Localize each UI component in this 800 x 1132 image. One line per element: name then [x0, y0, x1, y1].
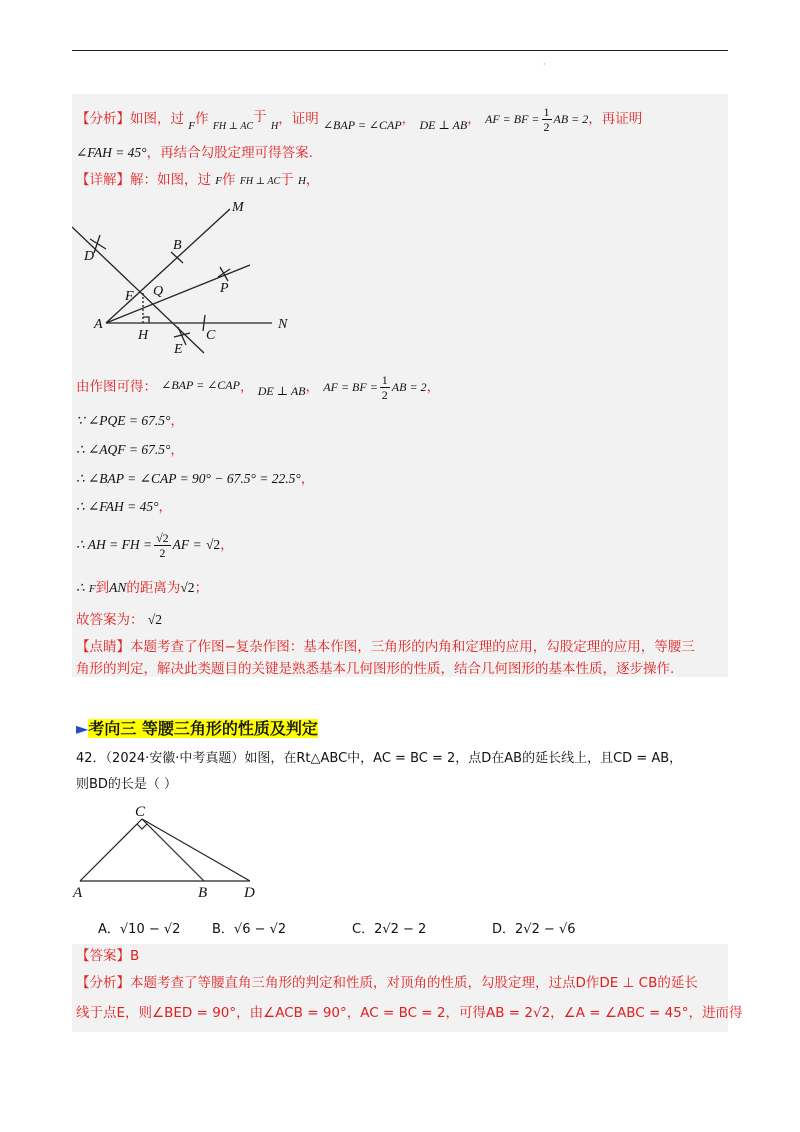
option-d[interactable]: D．2√2 − √6	[492, 922, 576, 937]
ray-am	[106, 209, 230, 323]
analysis2-text: 线于点E，则∠BED = 90°，由∠ACB = 90°，AC = BC = 2，可得AB = 2√2，∠A = ∠ABC = 45°，进而得	[76, 1005, 743, 1021]
fh-perp-ac: FH ⊥ AC	[212, 121, 254, 132]
step-ah-fh: ∴ AH = FH =	[76, 537, 153, 552]
question-line-1: 42．（2024·安徽·中考真题）如图，在Rt△ABC中，AC = BC = 2，点D在AB的延长线上，且CD = AB，	[76, 751, 683, 766]
solution-comma: ，	[426, 379, 441, 395]
triangle-figure-svg	[72, 800, 272, 903]
analysis-line-1: 【分析】如图，过 $_F$作 $_{FH \perp AC}$于 $_H$，证明 ∠BAP = ∠CAP， DE ⊥ AB， AF = BF = $\frac{1}{2}$ AB = 2，再证明	[76, 104, 643, 134]
label-d: D	[244, 885, 255, 901]
solution-line-3: ∴ ∠AQF = 67.5°，	[76, 442, 184, 458]
section-title: 考向三 等腰三角形的性质及判定	[88, 719, 318, 738]
option-b[interactable]: B．√6 − √2	[212, 922, 287, 937]
analysis2-text: 本题考查了等腰直角三角形的判定和性质，对顶角的性质，勾股定理，过点D作DE ⊥ CB的延长	[130, 975, 698, 991]
solution-line-4: ∴ ∠BAP = ∠CAP = 90° − 67.5° = 22.5°，	[76, 471, 315, 487]
ab-eq: AB = 2	[391, 380, 427, 394]
fraction-half: $\frac{1}{2}$	[543, 104, 550, 134]
analysis-text: ，证明	[278, 111, 319, 127]
solution-line-6: ∴ AH = FH = $\frac{√2}{2}$ AF = √2，	[76, 531, 234, 560]
label-a: A	[73, 885, 83, 901]
analysis-line-2	[76, 143, 313, 163]
distance-value: √2	[180, 580, 195, 595]
section-heading	[76, 716, 318, 739]
option-c[interactable]: C．2√2 − 2	[352, 922, 427, 937]
step-bap: ∴ ∠BAP = ∠CAP = 90° − 67.5° = 22.5°	[76, 471, 301, 486]
label-f: F	[125, 289, 134, 304]
line-an: AN	[109, 580, 127, 595]
fah-45: ∠FAH = 45°	[76, 145, 147, 160]
analysis-text: ，再结合勾股定理可得答案.	[146, 145, 313, 161]
af-eq: AF = BF =	[323, 380, 378, 394]
detail-text: 解：如图，过	[130, 172, 211, 188]
analysis-text: ，再证明	[588, 111, 643, 127]
triangle-arrow-icon: ►	[76, 719, 89, 738]
step-aqf: ∴ ∠AQF = 67.5°	[76, 442, 171, 457]
segment-cd	[142, 819, 250, 881]
label-p: P	[220, 281, 229, 296]
analysis2-line-2	[76, 1003, 743, 1023]
comment-label: 【点睛】	[76, 639, 130, 655]
detail-label: 【详解】	[76, 172, 130, 188]
fh-perp-ac: FH ⊥ AC	[239, 176, 281, 187]
solution-line-2: ∵ ∠PQE = 67.5°，	[76, 413, 184, 429]
solution-line-5: ∴ ∠FAH = 45°，	[76, 499, 173, 515]
solution-text: 由作图可得：	[76, 379, 157, 395]
angle-eq: ∠BAP = ∠CAP	[323, 118, 402, 132]
label-m: M	[232, 200, 244, 215]
triangle-figure	[72, 800, 272, 903]
analysis2-label: 【分析】	[76, 975, 130, 991]
point-h: H	[297, 175, 306, 187]
ab-eq: AB = 2	[553, 112, 589, 126]
solution-line-1: 由作图可得： ∠BAP = ∠CAP， DE ⊥ AB， AF = BF = $\frac{1}{2}$ AB = 2，	[76, 372, 441, 402]
label-b: B	[198, 885, 208, 901]
step-pqe: ∵ ∠PQE = 67.5°	[76, 413, 171, 428]
label-q: Q	[153, 284, 164, 299]
analysis-text: 于	[253, 109, 267, 125]
construction-figure-svg	[72, 197, 292, 355]
right-angle-c	[137, 824, 147, 829]
detail-text: ，	[305, 172, 320, 188]
label-c: C	[206, 328, 216, 343]
final-answer: √2	[147, 612, 162, 627]
option-a[interactable]: A．√10 − √2	[98, 922, 181, 937]
comment-line-2	[76, 659, 674, 679]
detail-text: 于	[280, 172, 294, 188]
label-b: B	[173, 238, 182, 253]
label-h: H	[138, 328, 149, 343]
comment-line-1	[76, 637, 695, 657]
comment-text: 本题考查了作图−复杂作图：基本作图，三角形的内角和定理的应用，勾股定理的应用，等腰三	[130, 639, 695, 655]
analysis-text: 如图，过	[130, 111, 184, 127]
right-angle-h	[143, 317, 149, 323]
construction-figure	[72, 197, 292, 355]
label-e: E	[174, 342, 183, 355]
point-f: F	[215, 175, 223, 187]
solution-line-8: 故答案为： √2	[76, 612, 162, 628]
point-f: F	[88, 583, 96, 595]
de-perp-ab: DE ⊥ AB	[257, 384, 306, 398]
comment-text: 角形的判定，解决此类题目的关键是熟悉基本几何图形的性质，结合几何图形的基本性质，逐步操作.	[76, 661, 675, 677]
header-dot: ·	[543, 60, 546, 69]
answer-line	[76, 946, 139, 966]
label-d: D	[84, 249, 95, 264]
fraction-sqrt2-over-2: $\frac{√2}{2}$	[156, 531, 169, 560]
step-fah: ∴ ∠FAH = 45°	[76, 499, 159, 514]
angle-eq: ∠BAP = ∠CAP	[161, 378, 240, 392]
de-perp-ab: DE ⊥ AB	[419, 118, 468, 132]
label-a: A	[94, 317, 103, 332]
label-c: C	[135, 804, 146, 820]
point-f: F	[188, 120, 196, 132]
sqrt2-value: √2	[205, 537, 221, 552]
label-n: N	[278, 317, 288, 332]
question-line-2: 则BD的长是（ ）	[76, 777, 178, 792]
analysis2-line-1	[76, 973, 698, 993]
analysis-label: 【分析】	[76, 111, 130, 127]
segment-cb	[142, 819, 204, 881]
detail-line	[76, 170, 319, 192]
solution-line-7: ∴ F到AN的距离为√2；	[76, 580, 209, 596]
header-rule	[72, 50, 728, 51]
fraction-half: $\frac{1}{2}$	[381, 372, 388, 402]
analysis-text: 作	[195, 111, 209, 127]
af-eq: AF = BF =	[484, 112, 540, 126]
answer-value: B	[130, 948, 140, 964]
segment-ac	[80, 819, 142, 881]
detail-text: 作	[222, 172, 236, 188]
answer-label: 【答案】	[76, 948, 130, 964]
point-h: H	[270, 121, 279, 132]
